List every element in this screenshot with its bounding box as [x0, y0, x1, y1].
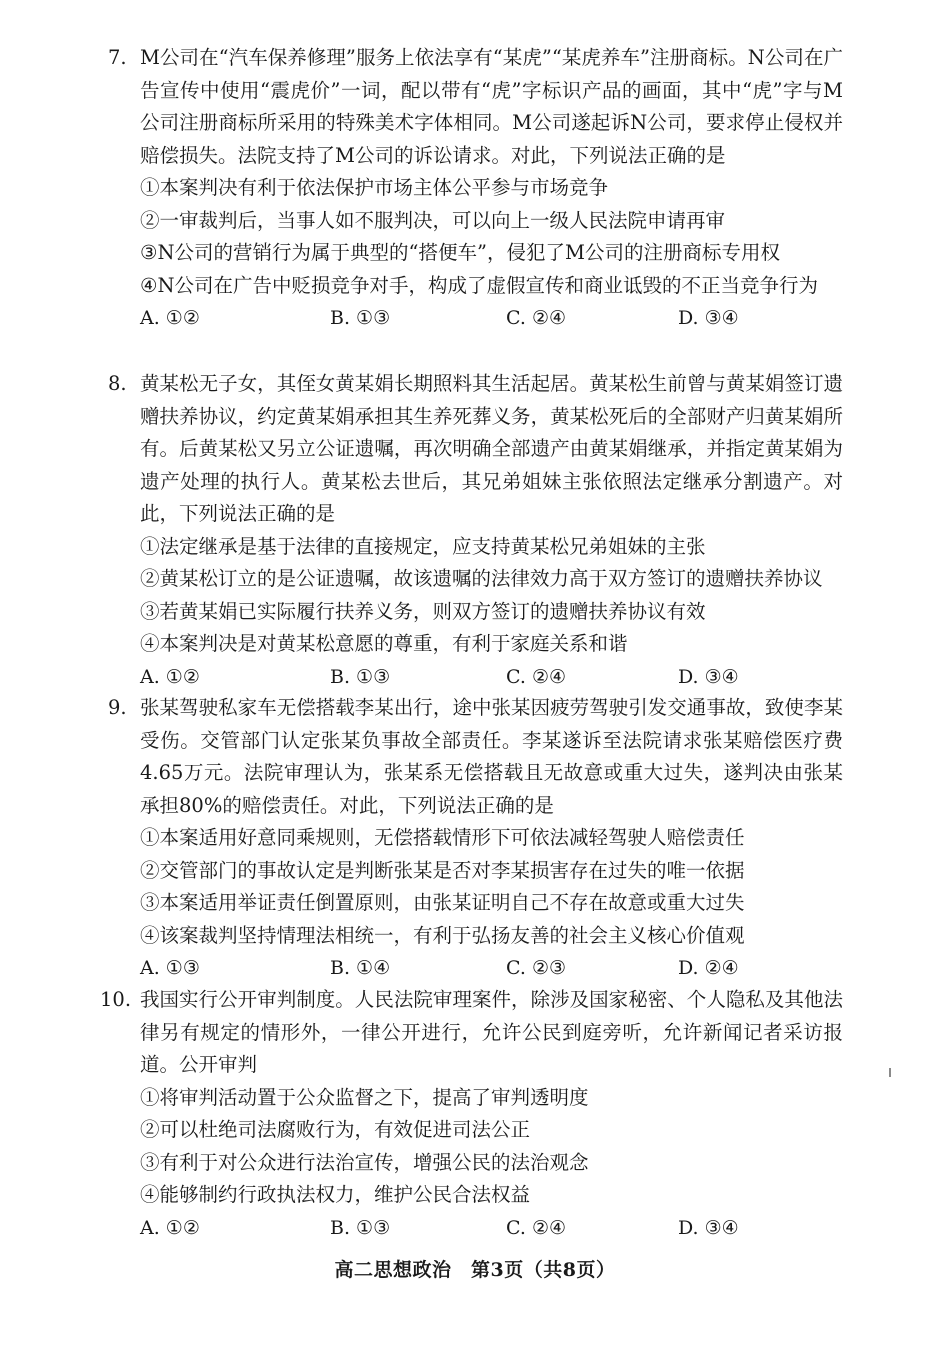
statement-4: ④能够制约行政执法权力，维护公民合法权益: [140, 1183, 531, 1206]
answer-options: [108, 302, 843, 334]
question-7: [108, 42, 843, 334]
option-b: B. ①③: [330, 1216, 391, 1239]
statement-1: ①法定继承是基于法律的直接规定，应支持黄某松兄弟姐妹的主张: [140, 534, 706, 558]
question-8: [108, 368, 843, 693]
option-c: C. ②④: [506, 1216, 567, 1239]
question-10: [100, 984, 843, 1244]
answer-options: [108, 1212, 843, 1244]
option-a: A. ①②: [140, 307, 200, 329]
option-a: A. ①②: [140, 1216, 200, 1239]
statement-1: ①本案判决有利于依法保护市场主体公平参与市场竞争: [140, 176, 609, 199]
statement-4: ④本案判决是对黄某松意愿的尊重，有利于家庭关系和谐: [140, 632, 628, 655]
question-stem: [100, 984, 843, 1082]
question-number: 7.: [108, 46, 127, 69]
statement-3: ③有利于对公众进行法治宣传，增强公民的法治观念: [140, 1150, 589, 1174]
option-c: C. ②④: [506, 307, 567, 329]
option-d: D. ②④: [678, 957, 739, 979]
question-stem: [108, 42, 843, 172]
question-number: 10.: [100, 988, 132, 1011]
option-d: D. ③④: [678, 1216, 739, 1239]
scan-speck: [889, 1068, 891, 1077]
statement-2: ②黄某松订立的是公证遗嘱，故该遗嘱的法律效力高于双方签订的遗赠扶养协议: [140, 567, 823, 590]
question-stem: [108, 368, 843, 531]
statement-2: ②交管部门的事故认定是判断张某是否对李某损害存在过失的唯一依据: [140, 858, 745, 882]
statement-2: ②可以杜绝司法腐败行为，有效促进司法公正: [140, 1118, 531, 1141]
question-9: [108, 692, 843, 984]
question-stem: [108, 692, 843, 822]
page-footer: 高二思想政治 第3页（共8页）: [334, 1259, 616, 1281]
question-text: 我国实行公开审判制度。人民法院审理案件，除涉及国家秘密、个人隐私及其他法律另有规定的情形外，一律公开进行，允许公民到庭旁听，允许新闻记者采访报道。公开审判: [140, 988, 843, 1076]
statement-4: ④N公司在广告中贬损竞争对手，构成了虚假宣传和商业诋毁的不正当竞争行为: [140, 273, 819, 297]
statement-1: ①本案适用好意同乘规则，无偿搭载情形下可依法减轻驾驶人赔偿责任: [140, 826, 745, 849]
question-text: 张某驾驶私家车无偿搭载李某出行，途中张某因疲劳驾驶引发交通事故，致使李某受伤。交管部门认定张某负事故全部责任。李某遂诉至法院请求张某赔偿医疗费4.65万元。法院审理认为，张某系无偿搭载且无故意或重大过失，遂判决由张某承担80%的赔偿责任。对此，下列说法正确的是: [140, 696, 843, 817]
question-text: M公司在“汽车保养修理”服务上依法享有“某虎”“某虎养车”注册商标。N公司在广告宣传中使用“震虎价”一词，配以带有“虎”字标识产品的画面，其中“虎”字与M公司注册商标所采用的特殊美术字体相同。M公司遂起诉N公司，要求停止侵权并赔偿损失。法院支持了M公司的诉讼请求。对此，下列说法正确的是: [140, 46, 843, 167]
answer-options: [108, 952, 843, 984]
statement-1: ①将审判活动置于公众监督之下，提高了审判透明度: [140, 1085, 589, 1109]
answer-options: [108, 661, 843, 693]
question-number: 8.: [108, 372, 127, 395]
statement-4: ④该案裁判坚持情理法相统一，有利于弘扬友善的社会主义核心价值观: [140, 923, 745, 947]
option-c: C. ②③: [506, 957, 567, 979]
option-a: A. ①②: [140, 665, 200, 688]
statement-3: ③本案适用举证责任倒置原则，由张某证明自己不存在故意或重大过失: [140, 891, 745, 914]
question-text: 黄某松无子女，其侄女黄某娟长期照料其生活起居。黄某松生前曾与黄某娟签订遗赠扶养协议，约定黄某娟承担其生养死葬义务，黄某松死后的全部财产归黄某娟所有。后黄某松又另立公证遗嘱，再次明确全部遗产由黄某娟继承，并指定黄某娟为遗产处理的执行人。黄某松去世后，其兄弟姐妹主张依照法定继承分割遗产。对此，下列说法正确的是: [140, 372, 843, 525]
option-b: B. ①③: [330, 307, 391, 329]
option-b: B. ①③: [330, 665, 391, 688]
question-number: 9.: [108, 696, 127, 719]
option-b: B. ①④: [330, 957, 391, 979]
option-d: D. ③④: [678, 307, 739, 329]
statement-3: ③N公司的营销行为属于典型的“搭便车”，侵犯了M公司的注册商标专用权: [140, 241, 780, 264]
statement-2: ②一审裁判后，当事人如不服判决，可以向上一级人民法院申请再审: [140, 208, 726, 232]
option-a: A. ①③: [140, 957, 200, 979]
option-d: D. ③④: [678, 665, 739, 688]
option-c: C. ②④: [506, 665, 567, 688]
statement-3: ③若黄某娟已实际履行扶养义务，则双方签订的遗赠扶养协议有效: [140, 599, 706, 623]
